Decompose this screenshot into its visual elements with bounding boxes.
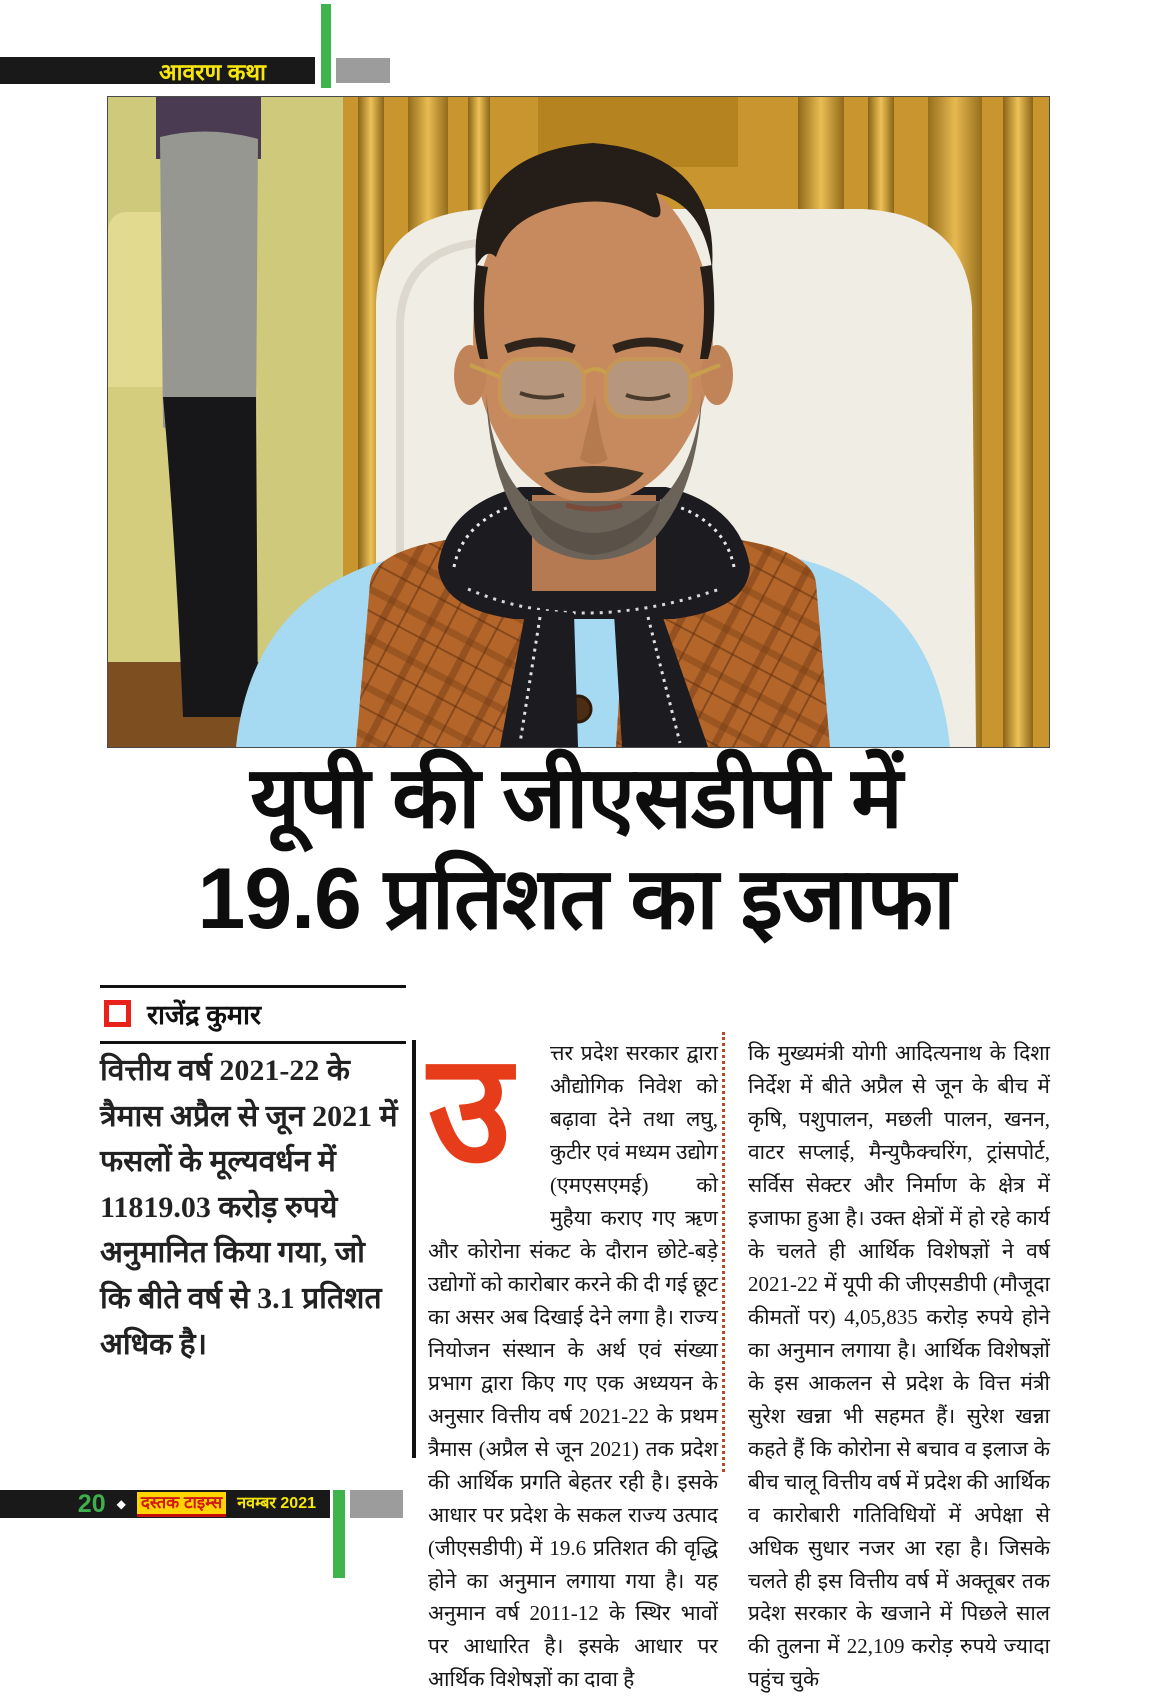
- header-green-accent-bar: [321, 4, 331, 88]
- header-gray-accent-bar: [336, 58, 390, 83]
- cover-story-tag-label: आवरण कथा: [158, 58, 267, 85]
- author-name: राजेंद्र कुमार: [147, 1000, 262, 1030]
- issue-date: नवम्बर 2021: [237, 1495, 316, 1512]
- article-headline: [60, 748, 1092, 949]
- byline: [100, 985, 406, 1044]
- body-column-2: कि मुख्यमंत्री योगी आदित्यनाथ के दिशा निर्देश में बीते अप्रैल से जून के बीच में कृषि, पशुपालन, मछली पालन, खनन, वाटर सप्लाई, मैन्युफैक्चरिंग, ट्रांसपोर्ट, सर्विस सेक्टर और निर्माण के क्षेत्र में इजाफा हुआ है। उक्त क्षेत्रों में हो रहे कार्य के चलते ही आर्थिक विशेषज्ञों ने वर्ष 2021-22 में यूपी की जीएसडीपी (मौजूदा कीमतों पर) 4,05,835 करोड़ रुपये होने का अनुमान लगाया है। आर्थिक विशेषज्ञों के इस आकलन से प्रदेश के वित्त मंत्री सुरेश खन्ना भी सहमत हैं। सुरेश खन्ना कहते हैं कि कोरोना से बचाव व इलाज के बीच चालू वित्तीय वर्ष में प्रदेश की आर्थिक व कारोबारी गतिविधियों में अपेक्षा से अधिक सुधार नजर आ रहा है। जिसके चलते ही इस वित्तीय वर्ष में अक्तूबर तक प्रदेश सरकार के खजाने में पिछले साल की तुलना में 22,109 करोड़ रुपये ज्यादा पहुंच चुके: [748, 1041, 1050, 1692]
- footer-gray-accent-bar: [350, 1490, 403, 1518]
- body-column-1: [428, 1026, 718, 1696]
- page-number: 20: [77, 1489, 106, 1518]
- magazine-logo: दस्तक टाइम्स: [137, 1492, 226, 1517]
- footer-bar: [0, 1490, 330, 1518]
- headline-line2: 19.6 प्रतिशत का इजाफा: [197, 850, 955, 947]
- photo-illustration: [108, 97, 1049, 747]
- body-column-1-text: त्तर प्रदेश सरकार द्वारा औद्योगिक निवेश को बढ़ावा देने तथा लघु, कुटीर एवं मध्यम उद्योग (एमएसएमई) को मुहैया कराए गए ऋण और कोरोना संकट के दौरान छोटे-बड़े उद्योगों को कारोबार करने की दी गई छूट का असर अब दिखाई देने लगा है। राज्य नियोजन संस्थान के अर्थ एवं संख्या प्रभाग द्वारा किए गए एक अध्ययन के अनुसार वित्तीय वर्ष 2021-22 के प्रथम त्रैमास (अप्रैल से जून 2021) तक प्रदेश की आर्थिक प्रगति बेहतर रही है। इसके आधार पर प्रदेश के सकल राज्य उत्पाद (जीएसडीपी) में 19.6 प्रतिशत की वृद्धि होने का अनुमान लगाया गया है। यह अनुमान वर्ष 2011-12 के स्थिर भावों पर आधारित है। इसके आधार पर आर्थिक विशेषज्ञों का दावा है: [428, 1041, 718, 1692]
- dropcap-letter: उ: [428, 1026, 512, 1194]
- column-rule-solid: [412, 1040, 416, 1458]
- cover-story-tag-bar: [0, 57, 315, 84]
- column-rule-dotted: [722, 1032, 725, 1472]
- pullquote-text: वित्तीय वर्ष 2021-22 के त्रैमास अप्रैल से जून 2021 में फसलों के मूल्यवर्धन में 11819.03 करोड़ रुपये अनुमानित किया गया, जो कि बीते वर्ष से 3.1 प्रतिशत अधिक है।: [100, 1054, 398, 1361]
- footer-green-accent-bar: [333, 1490, 345, 1578]
- article-photo: [107, 96, 1050, 748]
- bullet-square-icon: [104, 1000, 131, 1027]
- diamond-icon: ◆: [116, 1497, 126, 1511]
- headline-line1: यूपी की जीएसडीपी में: [250, 750, 902, 846]
